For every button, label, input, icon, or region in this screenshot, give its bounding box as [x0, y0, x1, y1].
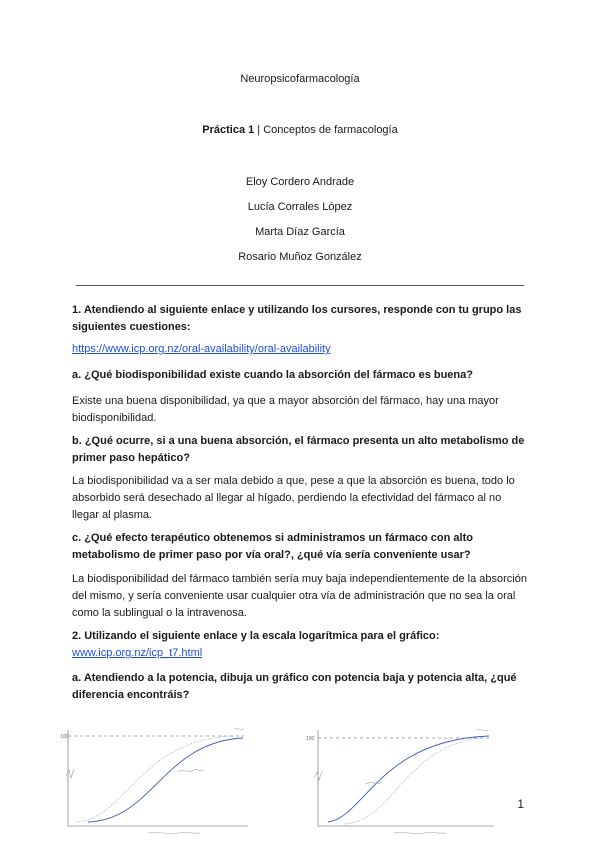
horizontal-divider	[76, 285, 524, 286]
answer-1c: La biodisponibilidad del fármaco también sería muy baja independientemente de la absorción del mismo, y sería conveniente usar cualquier otra vía de administración que no sea la oral como la sublingual o la intravenosa.	[72, 573, 527, 619]
question-1a: a. ¿Qué biodisponibilidad existe cuando la absorción del fármaco es buena?	[72, 369, 473, 381]
answer-1a: Existe una buena disponibilidad, ya que a mayor absorción del fármaco, hay una mayor biodisponibilidad.	[72, 395, 499, 424]
course-title: Neuropsicofarmacología	[240, 73, 360, 85]
oral-availability-link[interactable]: https://www.icp.org.nz/oral-availability/oral-availability	[72, 343, 331, 355]
question-2a: a. Atendiendo a la potencia, dibuja un gráfico con potencia baja y potencia alta, ¿qué diferencia encontráis?	[72, 672, 517, 701]
right-graph-top-label: 100	[306, 736, 315, 742]
author-2: Lucía Corrales López	[247, 201, 353, 213]
author-4: Rosario Muñoz González	[238, 251, 362, 263]
practice-subtitle: | Conceptos de farmacología	[254, 124, 398, 136]
author-3: Marta Díaz García	[255, 226, 345, 238]
potency-graph-left	[58, 722, 258, 838]
practice-title	[0, 124, 600, 136]
page-number: 1	[517, 797, 524, 811]
question-1c: c. ¿Qué efecto terapéutico obtenemos si administramos un fármaco con alto metabolismo de primer paso por vía oral?, ¿qué vía sería conveniente usar?	[72, 532, 473, 561]
left-graph-top-label: 100	[60, 734, 69, 740]
question-1b: b. ¿Qué ocurre, si a una buena absorción, el fármaco presenta un alto metabolismo de primer paso hepático?	[72, 435, 525, 464]
question-2: 2. Utilizando el siguiente enlace y la escala logarítmica para el gráfico:	[72, 630, 440, 642]
answer-1b: La biodisponibilidad va a ser mala debido a que, pese a que la absorción es buena, todo lo absorbido será desechado al llegar al hígado, perdiendo la efectividad del fármaco al no llegar al plasma.	[72, 475, 515, 521]
practice-number: Práctica 1	[202, 124, 255, 136]
icp-t7-link[interactable]: www.icp.org.nz/icp_t7.html	[72, 647, 203, 659]
author-1: Eloy Cordero Andrade	[245, 176, 355, 188]
potency-graph-right	[304, 722, 500, 838]
question-1: 1. Atendiendo al siguiente enlace y utilizando los cursores, responde con tu grupo las siguientes cuestiones:	[72, 304, 522, 333]
